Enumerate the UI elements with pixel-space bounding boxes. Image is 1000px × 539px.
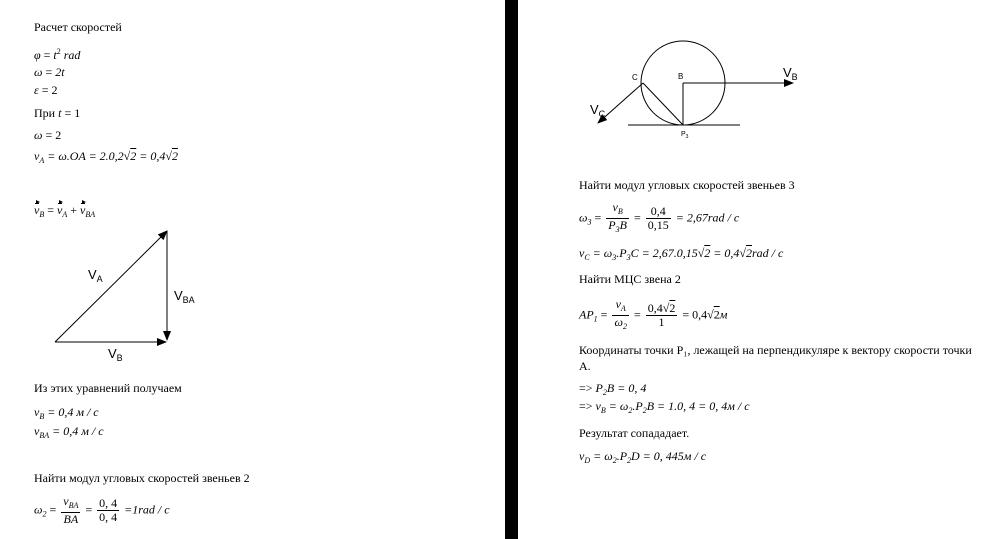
result-text: Результат сопададает.	[579, 426, 690, 440]
formula-vd: $v_D = \omega_2.P_2D = 0$, 445м / с	[579, 449, 707, 465]
point-b-label: B	[678, 72, 684, 81]
point-c-label: C	[632, 73, 638, 82]
formula-vba-value: $v_{BA} = 0,4$ м / с	[34, 424, 104, 440]
formula-omega: ω = 2t	[34, 65, 65, 79]
coordinates-text-line2: A.	[579, 359, 591, 373]
label-vb-mech: $V_B$	[783, 65, 798, 82]
label-va: $V_A$	[88, 267, 103, 284]
formula-va: $v_A = \omega.OA = 2.0,2√2 = 0,4√2$	[34, 149, 178, 165]
from-equations-text: Из этих уравнений получаем	[34, 381, 182, 395]
at-time-label: При t = 1	[34, 106, 81, 120]
find-mcs-heading: Найти МЦС звена 2	[579, 272, 681, 286]
vector-va-arrow	[55, 231, 167, 342]
label-vba: $V_{BA}$	[174, 288, 195, 305]
page-divider	[505, 0, 518, 539]
formula-phi: $\varphi = t^2$ rad	[34, 47, 81, 62]
find-omega2-heading: Найти модул угловых скоростей звеньев 2	[34, 471, 250, 485]
implication-1: => $P_2B = 0$, 4	[579, 381, 647, 397]
section-title-velocities: Расчет скоростей	[34, 20, 122, 34]
vector-equation: $v_B = v_A + v_{BA}$	[34, 203, 96, 219]
formula-omega3: $\omega_3$ = $\frac{v_B}{P_3B}$ = $\frac{0,4}{0,15}$ = 2,67rad / c	[579, 200, 740, 234]
formula-vc: $v_C = \omega_3.P_3C = 2,67.0,15√2 = 0,4√2rad / c$	[579, 246, 784, 262]
formula-omega2: $\omega_2$ = $\frac{v_{BA}}{BA}$ = $\frac{0, 4}{0, 4}$ =1rad / c	[34, 494, 170, 526]
point-p3-label: $P_3$	[681, 131, 689, 140]
formula-epsilon: ε = 2	[34, 83, 58, 97]
line-c-p3	[643, 83, 683, 125]
velocity-triangle-diagram	[40, 222, 220, 362]
mechanism-diagram	[558, 30, 858, 140]
formula-ap1: $AP_1$ = $\frac{v_A}{\omega_2}$ = $\frac{0,4√2}{1}$ = 0,4√2м	[579, 297, 728, 331]
label-vb: $V_B$	[108, 346, 123, 363]
right-page	[518, 0, 1000, 539]
find-omega3-heading: Найти модул угловых скоростей звеньев 3	[579, 178, 795, 192]
formula-omega-value: ω = 2	[34, 128, 62, 142]
coordinates-text-line1: Координаты точки P₁, лежащей на перпендикуляре к вектору скорости точки	[579, 343, 972, 357]
implication-2: => $v_B = \omega_2.P_2B = 1.0$, 4 = 0, 4м / с	[579, 399, 750, 415]
label-vc-mech: $V_C$	[590, 102, 606, 119]
formula-vb-value: $v_B = 0,4$ м / с	[34, 405, 99, 421]
